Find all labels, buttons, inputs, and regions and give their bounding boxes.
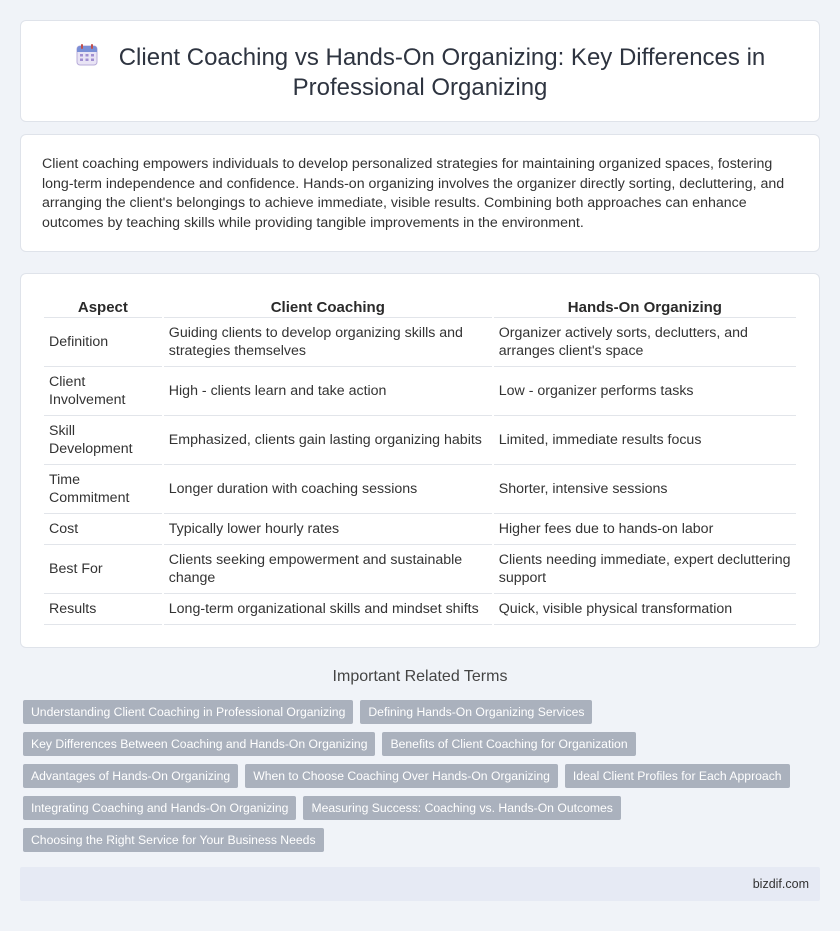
- calendar-icon: [75, 43, 99, 67]
- row-hands-on: Clients needing immediate, expert decluttering support: [494, 545, 796, 594]
- related-terms-heading: Important Related Terms: [332, 668, 508, 685]
- table-header-row: [44, 296, 796, 318]
- comparison-table: [42, 296, 798, 625]
- row-coaching: Typically lower hourly rates: [164, 514, 492, 545]
- row-hands-on: Organizer actively sorts, declutters, and arranges client's space: [494, 318, 796, 367]
- table-row: [44, 465, 796, 514]
- row-coaching: Guiding clients to develop organizing skills and strategies themselves: [164, 318, 492, 367]
- related-term-tag[interactable]: Ideal Client Profiles for Each Approach: [565, 764, 790, 788]
- row-aspect: Time Commitment: [44, 465, 162, 514]
- row-hands-on: Low - organizer performs tasks: [494, 367, 796, 416]
- row-aspect: Skill Development: [44, 416, 162, 465]
- row-coaching: Long-term organizational skills and mindset shifts: [164, 594, 492, 625]
- row-aspect: Cost: [44, 514, 162, 545]
- intro-paragraph: Client coaching empowers individuals to develop personalized strategies for maintaining organized spaces, fostering long-term independence and confidence. Hands-on organizing involves the organizer directly sorting, decluttering, and arranging the client's belongings to achieve immediate, visible results. Combining both approaches can enhance outcomes by teaching skills while providing tangible improvements in the environment.: [42, 156, 785, 231]
- row-hands-on: Higher fees due to hands-on labor: [494, 514, 796, 545]
- row-hands-on: Shorter, intensive sessions: [494, 465, 796, 514]
- related-term-tag[interactable]: Measuring Success: Coaching vs. Hands-On Outcomes: [303, 796, 620, 820]
- footer-site-link[interactable]: bizdif.com: [752, 877, 809, 891]
- related-term-tag[interactable]: Benefits of Client Coaching for Organization: [382, 732, 635, 756]
- table-row: [44, 545, 796, 594]
- title-card: [20, 20, 820, 122]
- table-row: [44, 367, 796, 416]
- row-hands-on: Limited, immediate results focus: [494, 416, 796, 465]
- header-aspect: Aspect: [44, 296, 162, 318]
- related-term-tag[interactable]: Defining Hands-On Organizing Services: [360, 700, 592, 724]
- header-client-coaching: Client Coaching: [164, 296, 492, 318]
- title-wrap: [21, 43, 819, 103]
- row-coaching: Emphasized, clients gain lasting organizing habits: [164, 416, 492, 465]
- table-row: [44, 318, 796, 367]
- table-row: [44, 416, 796, 465]
- row-aspect: Client Involvement: [44, 367, 162, 416]
- footer: [20, 867, 820, 901]
- related-term-tag[interactable]: Choosing the Right Service for Your Business Needs: [23, 828, 324, 852]
- related-term-tag[interactable]: Advantages of Hands-On Organizing: [23, 764, 238, 788]
- table-row: [44, 514, 796, 545]
- row-aspect: Best For: [44, 545, 162, 594]
- comparison-card: [20, 273, 820, 648]
- related-terms-tags: [23, 700, 813, 852]
- page-title: [71, 43, 769, 103]
- related-term-tag[interactable]: Understanding Client Coaching in Professional Organizing: [23, 700, 353, 724]
- related-term-tag[interactable]: Integrating Coaching and Hands-On Organizing: [23, 796, 296, 820]
- header-hands-on-organizing: Hands-On Organizing: [494, 296, 796, 318]
- row-coaching: Longer duration with coaching sessions: [164, 465, 492, 514]
- row-aspect: Definition: [44, 318, 162, 367]
- row-coaching: Clients seeking empowerment and sustainable change: [164, 545, 492, 594]
- page-title-text: Client Coaching vs Hands-On Organizing: Key Differences in Professional Organizing: [118, 44, 766, 101]
- row-hands-on: Quick, visible physical transformation: [494, 594, 796, 625]
- related-term-tag[interactable]: Key Differences Between Coaching and Hands-On Organizing: [23, 732, 375, 756]
- intro-card: [20, 134, 820, 252]
- related-term-tag[interactable]: When to Choose Coaching Over Hands-On Organizing: [245, 764, 558, 788]
- row-aspect: Results: [44, 594, 162, 625]
- table-row: [44, 594, 796, 625]
- row-coaching: High - clients learn and take action: [164, 367, 492, 416]
